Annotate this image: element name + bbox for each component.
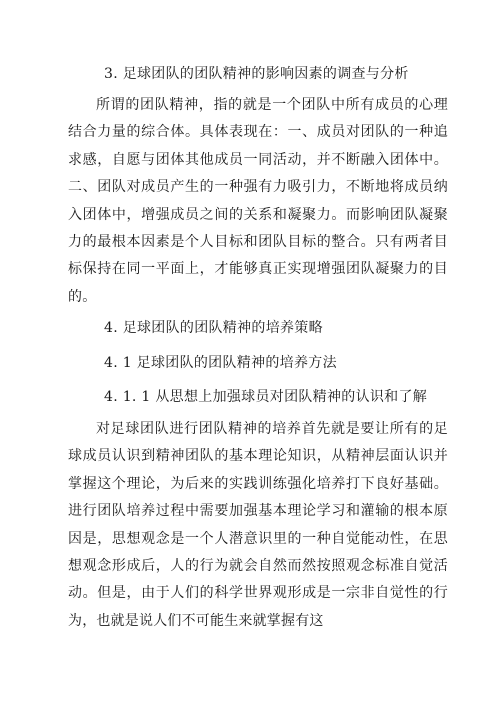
paragraph-team-spirit-definition: 所谓的团队精神，指的就是一个团队中所有成员的心理结合力量的综合体。具体表现在：一、成员对团队的一种追求感，自愿与团体其他成员一同活动，并不断融入团体中。二、团队对成员产生的一种强有力吸引力，不断地将成员纳入团体中，增强成员之间的关系和凝聚力。而影响团队凝聚力的最根本因素是个人目标和团队目标的整合。只有两者目标保持在同一平面上，才能够真正实现增强团队凝聚力的目的。 (68, 97, 448, 305)
section-heading-4: 4. 足球团队的团队精神的培养策略 (104, 320, 323, 336)
paragraph-ideological-awareness: 对足球团队进行团队精神的培养首先就是要让所有的足球成员认识到精神团队的基本理论知识，从精神层面认识并掌握这个理论，为后来的实践训练强化培养打下良好基础。进行团队培养过程中需要加强基本理论学习和灌输的根本原因是，思想观念是一个人潜意识里的一种自觉能动性，在思想观念形成后，人的行为就会自然而然按照观念标准自觉活动。但是，由于人们的科学世界观形成是一宗非自觉性的行为，也就是说人们不可能生来就掌握有这 (68, 421, 448, 629)
section-heading-3: 3. 足球团队的团队精神的影响因素的调查与分析 (104, 66, 409, 82)
section-heading-4-1-1: 4. 1. 1 从思想上加强球员对团队精神的认识和了解 (104, 389, 428, 405)
section-heading-4-1: 4. 1 足球团队的团队精神的培养方法 (104, 355, 337, 371)
